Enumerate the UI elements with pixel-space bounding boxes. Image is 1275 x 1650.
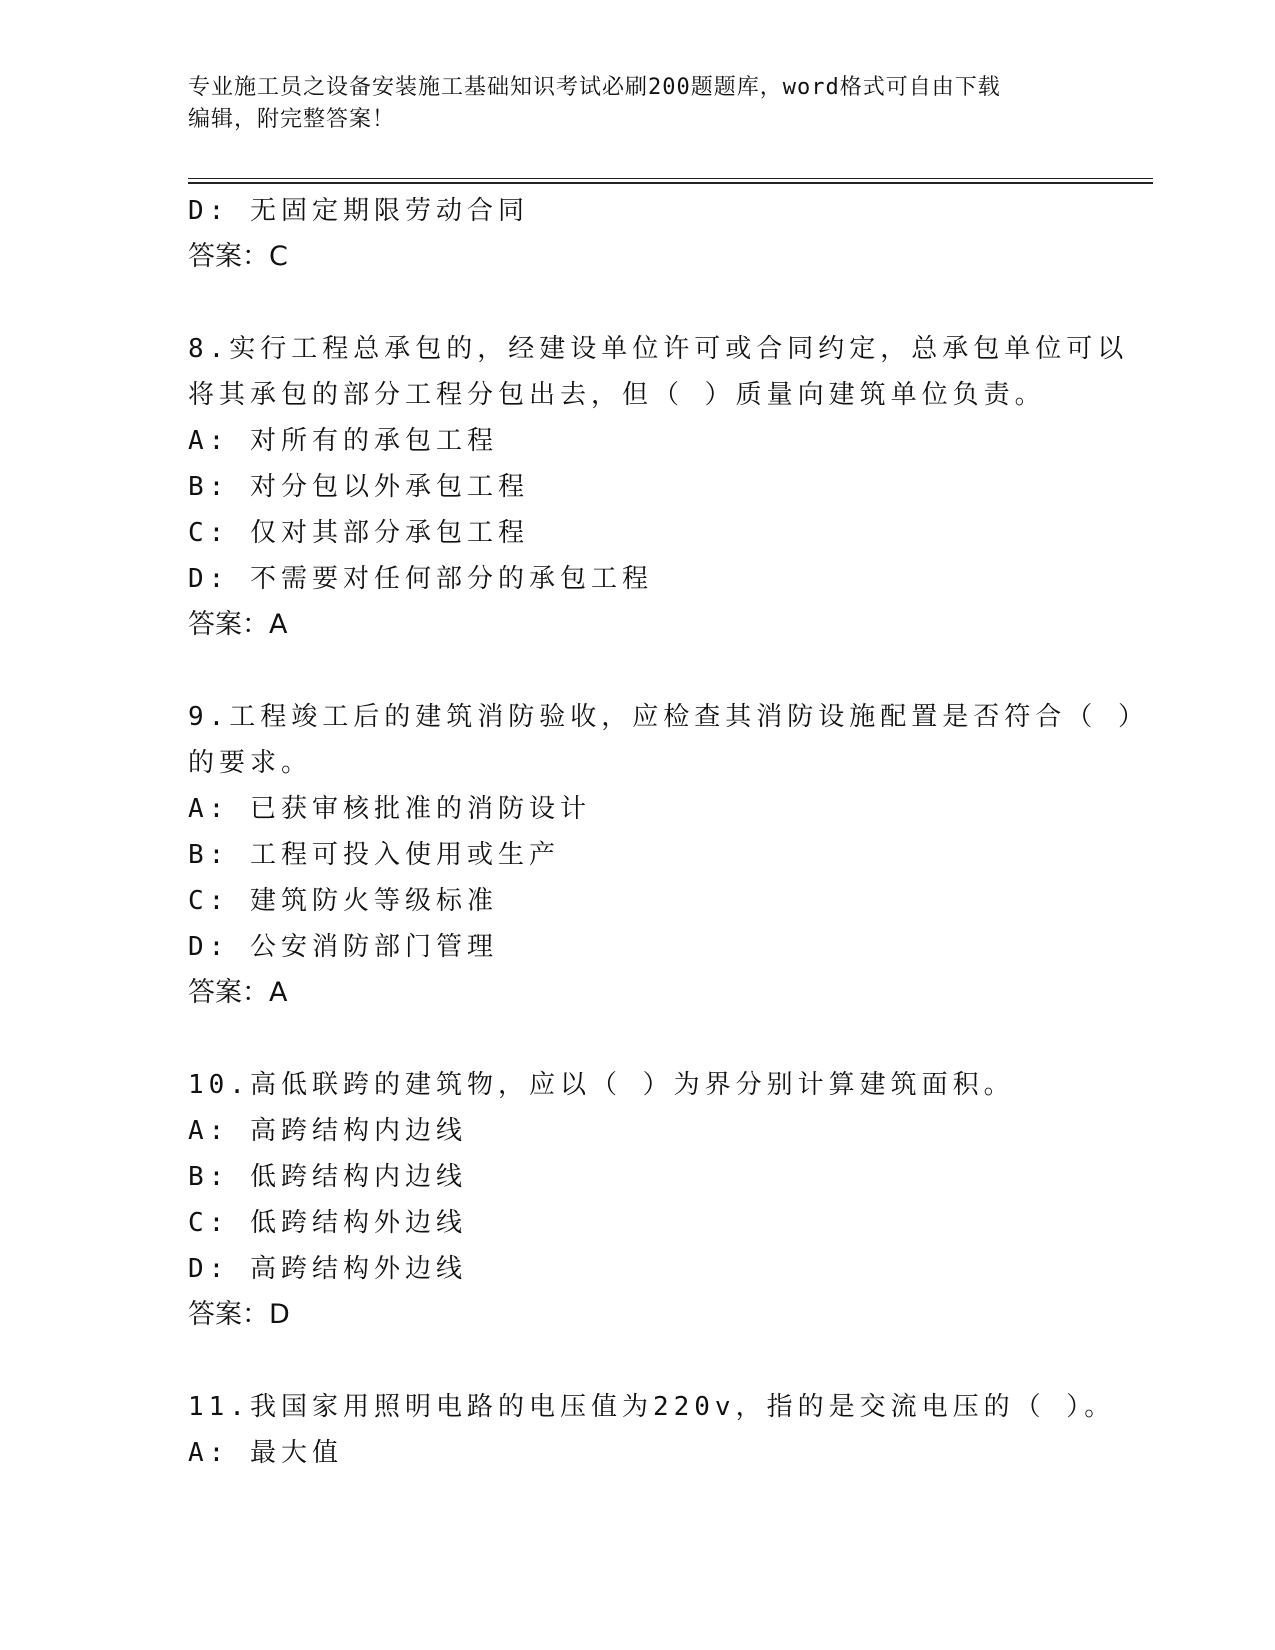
question-stem-line: 的要求。 (188, 748, 313, 778)
question-stem-line: 8.实行工程总承包的，经建设单位许可或合同约定，总承包单位可以 (188, 334, 1129, 364)
answer-line: 答案：D (188, 1299, 290, 1330)
option-a: A: 对所有的承包工程 (188, 426, 498, 456)
question-9 (188, 694, 1149, 1016)
header-line-2: 编辑，附完整答案！ (188, 107, 396, 132)
option-b: B: 工程可投入使用或生产 (188, 840, 560, 870)
option-c: C: 仅对其部分承包工程 (188, 518, 529, 548)
question-11 (188, 1384, 1116, 1476)
question-8 (188, 326, 1129, 648)
option-d: D: 高跨结构外边线 (188, 1254, 467, 1284)
option-b: B: 低跨结构内边线 (188, 1162, 467, 1192)
answer-line: 答案：A (188, 977, 288, 1008)
option-c: C: 低跨结构外边线 (188, 1208, 467, 1238)
option-c: C: 建筑防火等级标准 (188, 886, 498, 916)
document-body (188, 188, 1149, 1476)
option-a: A: 已获审核批准的消防设计 (188, 794, 591, 824)
question-stem-line: 11.我国家用照明电路的电压值为220v，指的是交流电压的（ ）。 (188, 1392, 1116, 1422)
question-10 (188, 1062, 1088, 1338)
answer-line: 答案：C (188, 241, 288, 272)
page-header (188, 72, 1088, 136)
answer-line: 答案：A (188, 609, 288, 640)
question-stem-line: 10.高低联跨的建筑物，应以（ ）为界分别计算建筑面积。 (188, 1070, 1015, 1100)
header-line-1: 专业施工员之设备安装施工基础知识考试必刷200题题库，word格式可自由下载 (188, 75, 1001, 100)
option-a: A: 最大值 (188, 1438, 343, 1468)
question-stem-line: 将其承包的部分工程分包出去，但（ ）质量向建筑单位负责。 (188, 380, 1046, 410)
header-divider (188, 178, 1153, 179)
option-b: B: 对分包以外承包工程 (188, 472, 529, 502)
option-d: D: 公安消防部门管理 (188, 932, 498, 962)
option-d: D: 不需要对任何部分的承包工程 (188, 564, 653, 594)
question-stem-line: 9.工程竣工后的建筑消防验收，应检查其消防设施配置是否符合（ ） (188, 702, 1149, 732)
option-a: A: 高跨结构内边线 (188, 1116, 467, 1146)
option-d: D: 无固定期限劳动合同 (188, 196, 529, 226)
